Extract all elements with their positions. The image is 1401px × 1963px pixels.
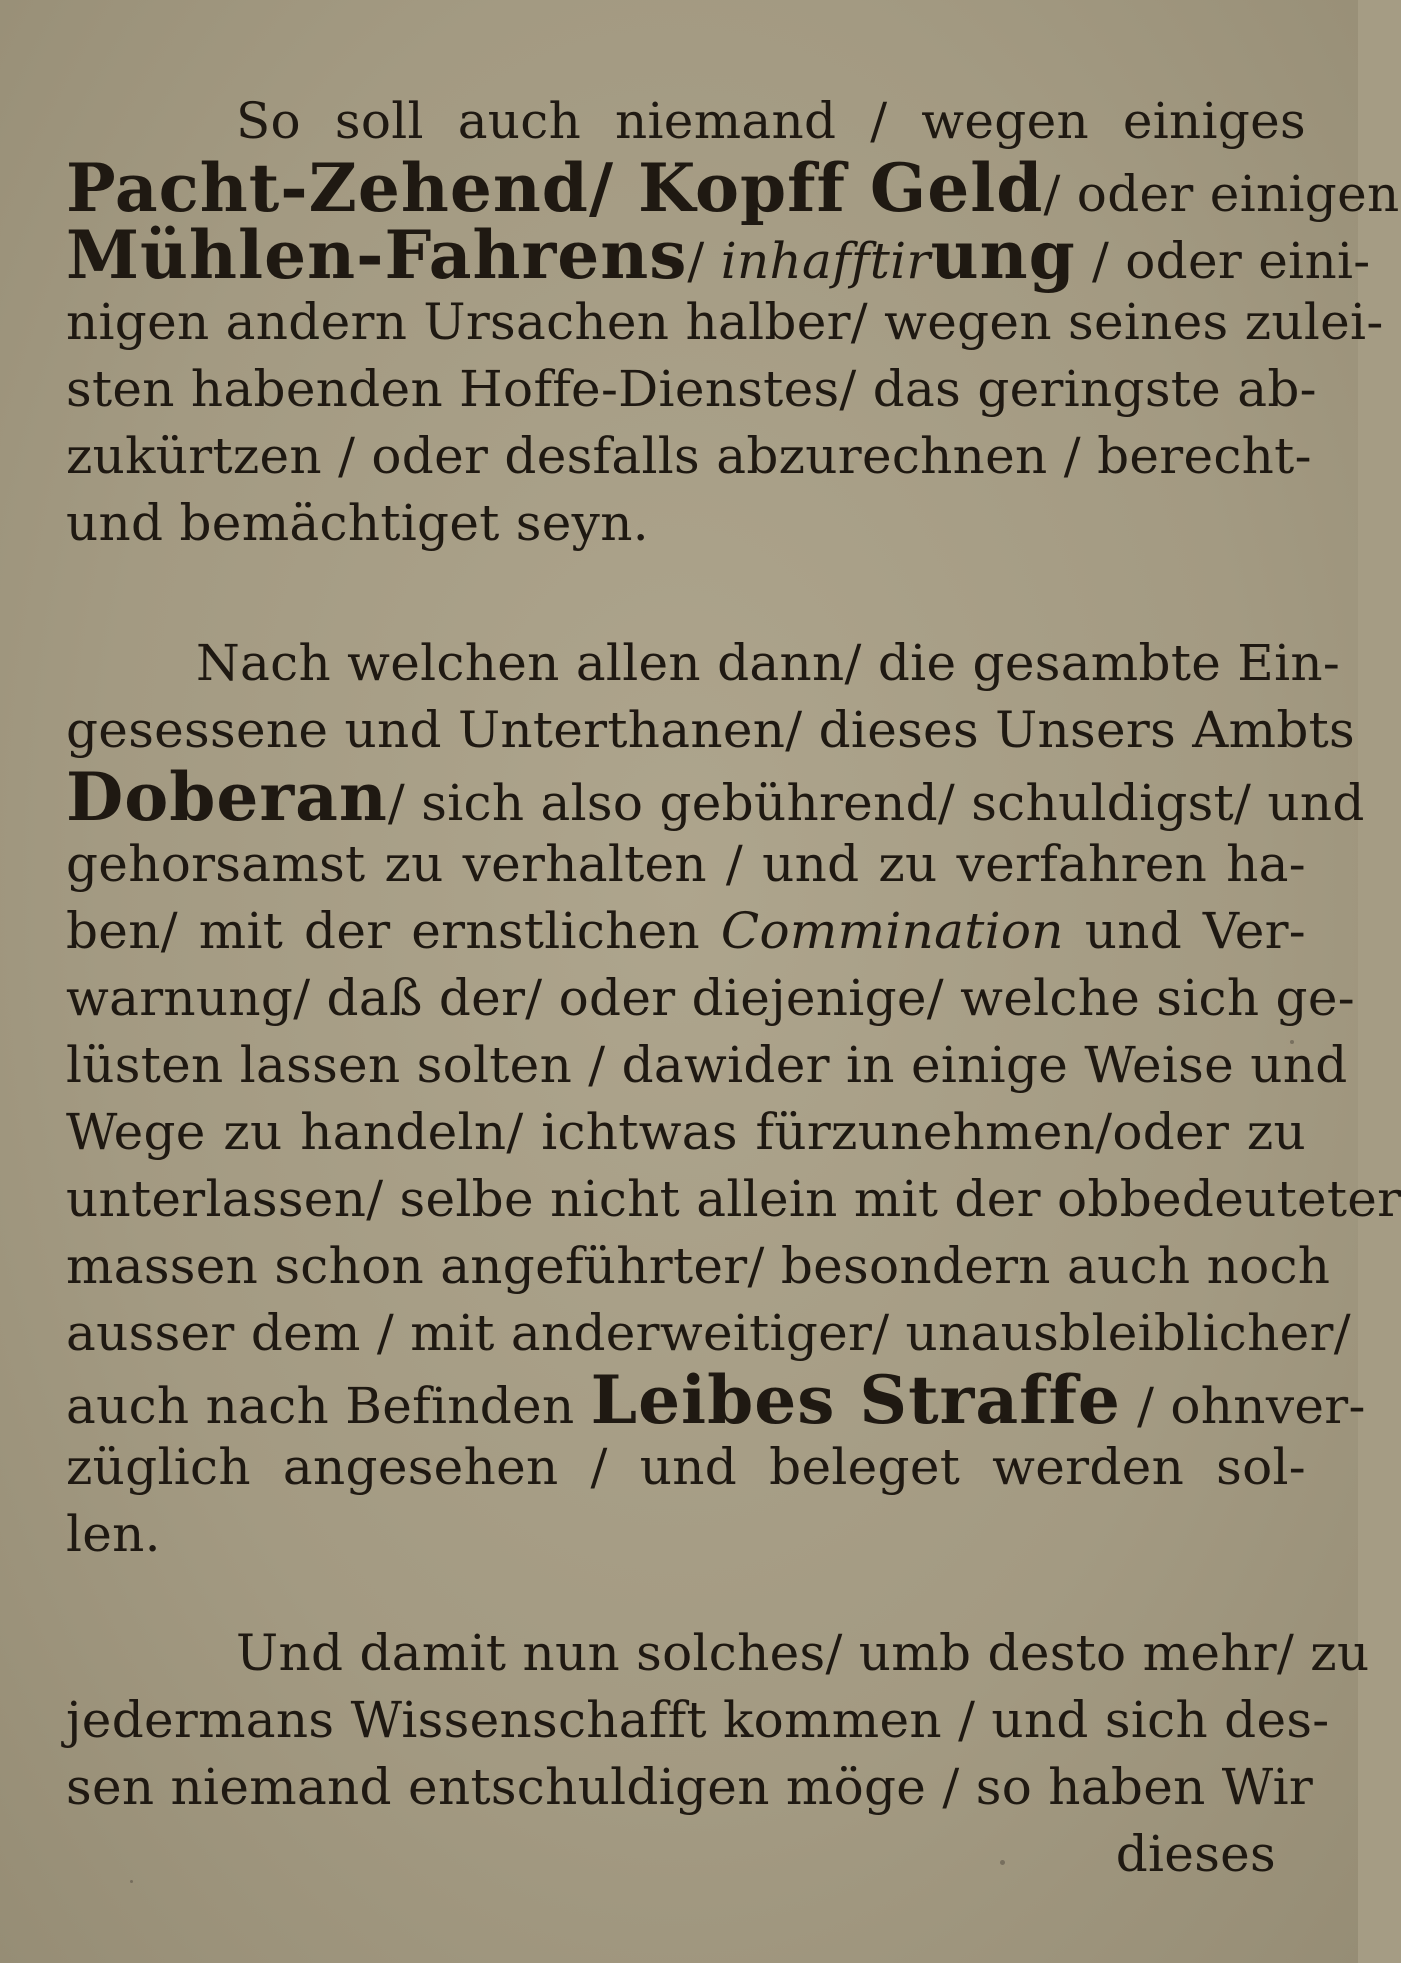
text-segment: / sich also gebührend/ schuldigst/ und <box>387 774 1365 832</box>
text-segment: Wege zu handeln/ ichtwas fürzunehmen/oder zu <box>66 1103 1306 1161</box>
text-segment: Und damit nun solches/ umb desto mehr/ zu <box>236 1624 1370 1682</box>
text-segment: unterlassen/ selbe nicht allein mit der obbedeuteter <box>66 1170 1401 1228</box>
text-segment: Nach welchen allen dann/ die gesambte Ein- <box>196 634 1341 692</box>
text-line <box>66 1434 1306 1501</box>
text-segment: züglich angesehen / und beleget werden sol- <box>66 1438 1306 1496</box>
text-segment: gesessene und Unterthanen/ dieses Unsers Ambts <box>66 701 1356 759</box>
text-segment: nigen andern Ursachen halber/ wegen seines zulei- <box>66 293 1384 351</box>
emphasized-text: Mühlen-Fahrens <box>66 216 688 294</box>
text-segment: jedermans Wissenschafft kommen / und sich des- <box>66 1691 1330 1749</box>
text-segment: dieses <box>1115 1825 1276 1883</box>
emphasized-text: Pacht-Zehend/ Kopff Geld <box>66 149 1044 227</box>
paragraph-2 <box>66 630 1401 1568</box>
emphasized-text: ung <box>930 216 1076 294</box>
text-line <box>66 88 1306 155</box>
italic-text: Commination <box>720 902 1064 960</box>
text-segment: warnung/ daß der/ oder diejenige/ welche sich ge- <box>66 969 1355 1027</box>
text-line <box>66 965 1355 1032</box>
text-line <box>66 898 1306 965</box>
text-segment: lüsten lassen solten / dawider in einige Weise und <box>66 1036 1348 1094</box>
text-line <box>66 1501 1306 1568</box>
emphasized-text: Leibes Straffe <box>590 1361 1121 1439</box>
text-line <box>66 831 1306 898</box>
text-line <box>66 1754 1314 1821</box>
text-line <box>66 1032 1348 1099</box>
text-line <box>66 216 1371 294</box>
text-segment: ausser dem / mit anderweitiger/ unausbleiblicher/ <box>66 1304 1351 1362</box>
paragraph-1 <box>66 88 1400 557</box>
text-segment: und Ver- <box>1063 902 1307 960</box>
text-segment: auch nach Befinden <box>66 1377 591 1435</box>
text-line <box>66 1166 1401 1233</box>
text-segment: zukürtzen / oder desfalls abzurechnen / berecht- <box>66 427 1312 485</box>
text-line <box>66 697 1356 764</box>
text-segment: und bemächtiget seyn. <box>66 494 649 552</box>
text-segment: / <box>687 232 721 290</box>
text-segment: / oder einigen <box>1043 165 1400 223</box>
text-segment: massen schon angeführter/ besondern auch noch <box>66 1237 1331 1295</box>
text-line <box>66 1300 1351 1367</box>
text-line <box>66 630 1341 697</box>
text-line <box>66 356 1317 423</box>
text-line <box>66 289 1384 356</box>
text-segment: sen niemand entschuldigen möge / so haben Wir <box>66 1758 1314 1816</box>
text-segment: len. <box>66 1505 161 1563</box>
text-segment: / oder eini- <box>1075 232 1371 290</box>
text-segment: gehorsamst zu verhalten / und zu verfahren ha- <box>66 835 1306 893</box>
text-line <box>66 758 1365 836</box>
text-line <box>66 1821 1306 1888</box>
text-line <box>66 1687 1330 1754</box>
text-line <box>66 490 1306 557</box>
text-line <box>66 423 1312 490</box>
text-line <box>66 1361 1366 1439</box>
paragraph-3 <box>66 1620 1370 1888</box>
text-segment: ben/ mit der ernstlichen <box>66 902 721 960</box>
emphasized-text: Doberan <box>66 758 388 836</box>
text-segment: / ohnver- <box>1120 1377 1366 1435</box>
italic-text: inhafftir <box>720 232 931 290</box>
text-line <box>66 1620 1370 1687</box>
text-segment: So soll auch niemand / wegen einiges <box>236 92 1306 150</box>
text-line <box>66 1099 1306 1166</box>
text-line <box>66 1233 1331 1300</box>
text-segment: sten habenden Hoffe-Dienstes/ das geringste ab- <box>66 360 1317 418</box>
text-line <box>66 149 1400 227</box>
